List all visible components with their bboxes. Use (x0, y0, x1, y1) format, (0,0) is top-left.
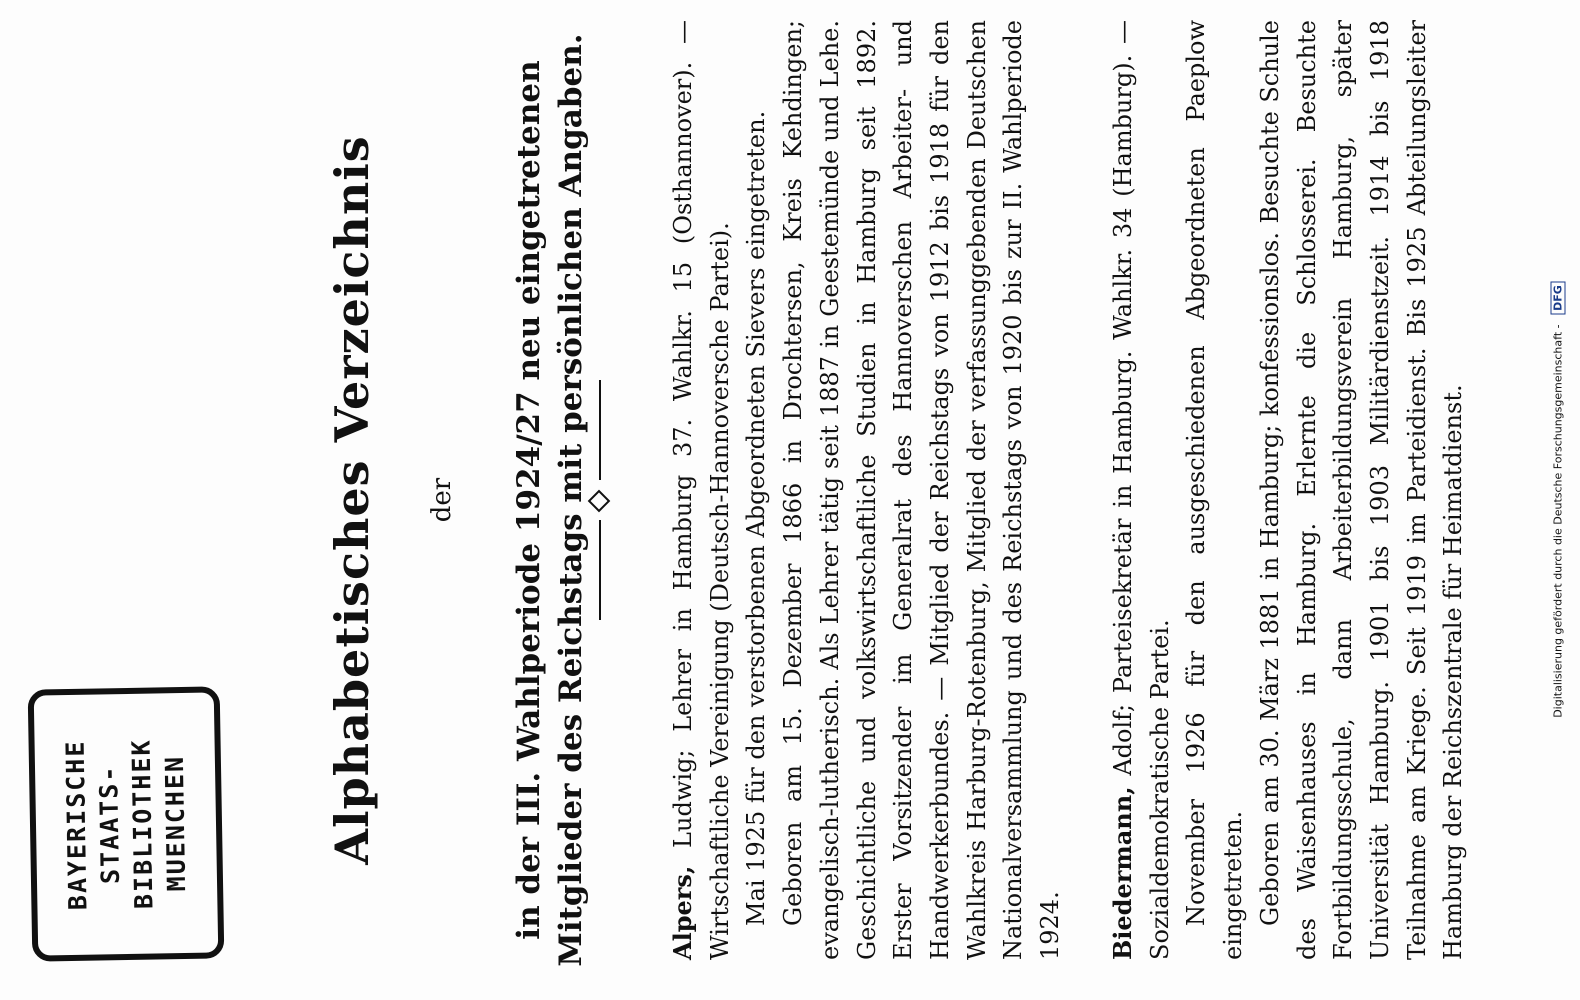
stamp-line-1: BAYERISCHE (60, 739, 93, 911)
subtitle-line-1: in der III. Wahlperiode 1924/27 neu eingetretenen (511, 60, 547, 940)
member-name: Alpers, (668, 865, 697, 960)
entry-paragraph: November 1926 für den ausgeschiedenen Abgeordneten Paeplow eingetreten. (1182, 20, 1248, 960)
member-name: Biedermann, (1107, 786, 1137, 960)
diamond-ornament-icon (588, 490, 611, 513)
stamp-line-3: BIBLIOTHEK (126, 738, 159, 910)
subtitle-line-2: Mitglieder des Reichstags mit persönlichen Angaben. (552, 33, 589, 967)
entry-paragraph: Mai 1925 für den verstorbenen Abgeordneten Sievers eingetreten. (742, 110, 771, 926)
digitization-credit-text (1551, 20, 1566, 980)
entry-paragraph (1105, 20, 1178, 960)
member-entry-alpers (665, 20, 1069, 960)
title-block (325, 0, 593, 1000)
credit-text: Digitalisierung gefördert durch die Deutsche Forschungsgemeinschaft - (1551, 324, 1565, 718)
member-entries (665, 20, 1508, 960)
stamp-line-2: STAATS- (93, 764, 126, 885)
title-der: der (427, 477, 457, 523)
divider-line-right (599, 380, 601, 480)
library-stamp (28, 686, 225, 961)
entry-text: Ludwig; Lehrer in Hamburg 37. Wahlkr. 15 (Osthannover). — Wirtschaftliche Vereinigung (Deutsch-Hannoversche Partei). (669, 20, 734, 960)
entry-paragraph (665, 20, 738, 960)
stamp-line-4: MUENCHEN (159, 754, 192, 892)
ornament-divider (585, 380, 615, 620)
entry-paragraph: Geboren am 30. März 1881 in Hamburg; konfessionslos. Besuchte Schule des Waisenhauses in Hamburg. Erlernte die Schlosserei. Besuchte Fortbildungsschule, dann Arbeiterbildungsverein Hamburg, später Universität Hamburg. 1901 bis 1903 Militärdienstzeit. 1914 bis 1918 Teilnahme am Kriege. Seit 1919 im Parteidienst. Bis 1925 Abteilungsleiter Hamburg der Reichszentrale für Heimatdienst. (1255, 20, 1468, 960)
dfg-logo: DFG (1551, 281, 1566, 315)
page-title: Alphabetisches Verzeichnis (325, 135, 379, 865)
divider-line-left (599, 520, 601, 620)
entry-paragraph: Geboren am 15. Dezember 1866 in Drochtersen, Kreis Kehdingen; evangelisch-lutherisch. Als Lehrer tätig seit 1887 in Geestemünde und Lehe. Geschichtliche und volkswirtschaftliche Studien in Hamburg seit 1892. Erster Vorsitzender im Generalrat des Hannoverschen Arbeiter- und Handwerkerbundes. — Mitglied der Reichstags von 1912 bis 1918 für den Wahlkreis Harburg-Rotenburg, Mitglied der verfassunggebenden Deutschen Nationalversammlung und des Reichstags von 1920 bis zur II. Wahlperiode 1924. (779, 20, 1065, 960)
entry-text: Adolf; Parteisekretär in Hamburg. Wahlkr. 34 (Hamburg). — Sozialdemokratische Partei. (1108, 20, 1174, 960)
subtitle (509, 0, 593, 1000)
digitization-credit (1536, 0, 1580, 1000)
member-entry-biedermann (1105, 20, 1472, 960)
